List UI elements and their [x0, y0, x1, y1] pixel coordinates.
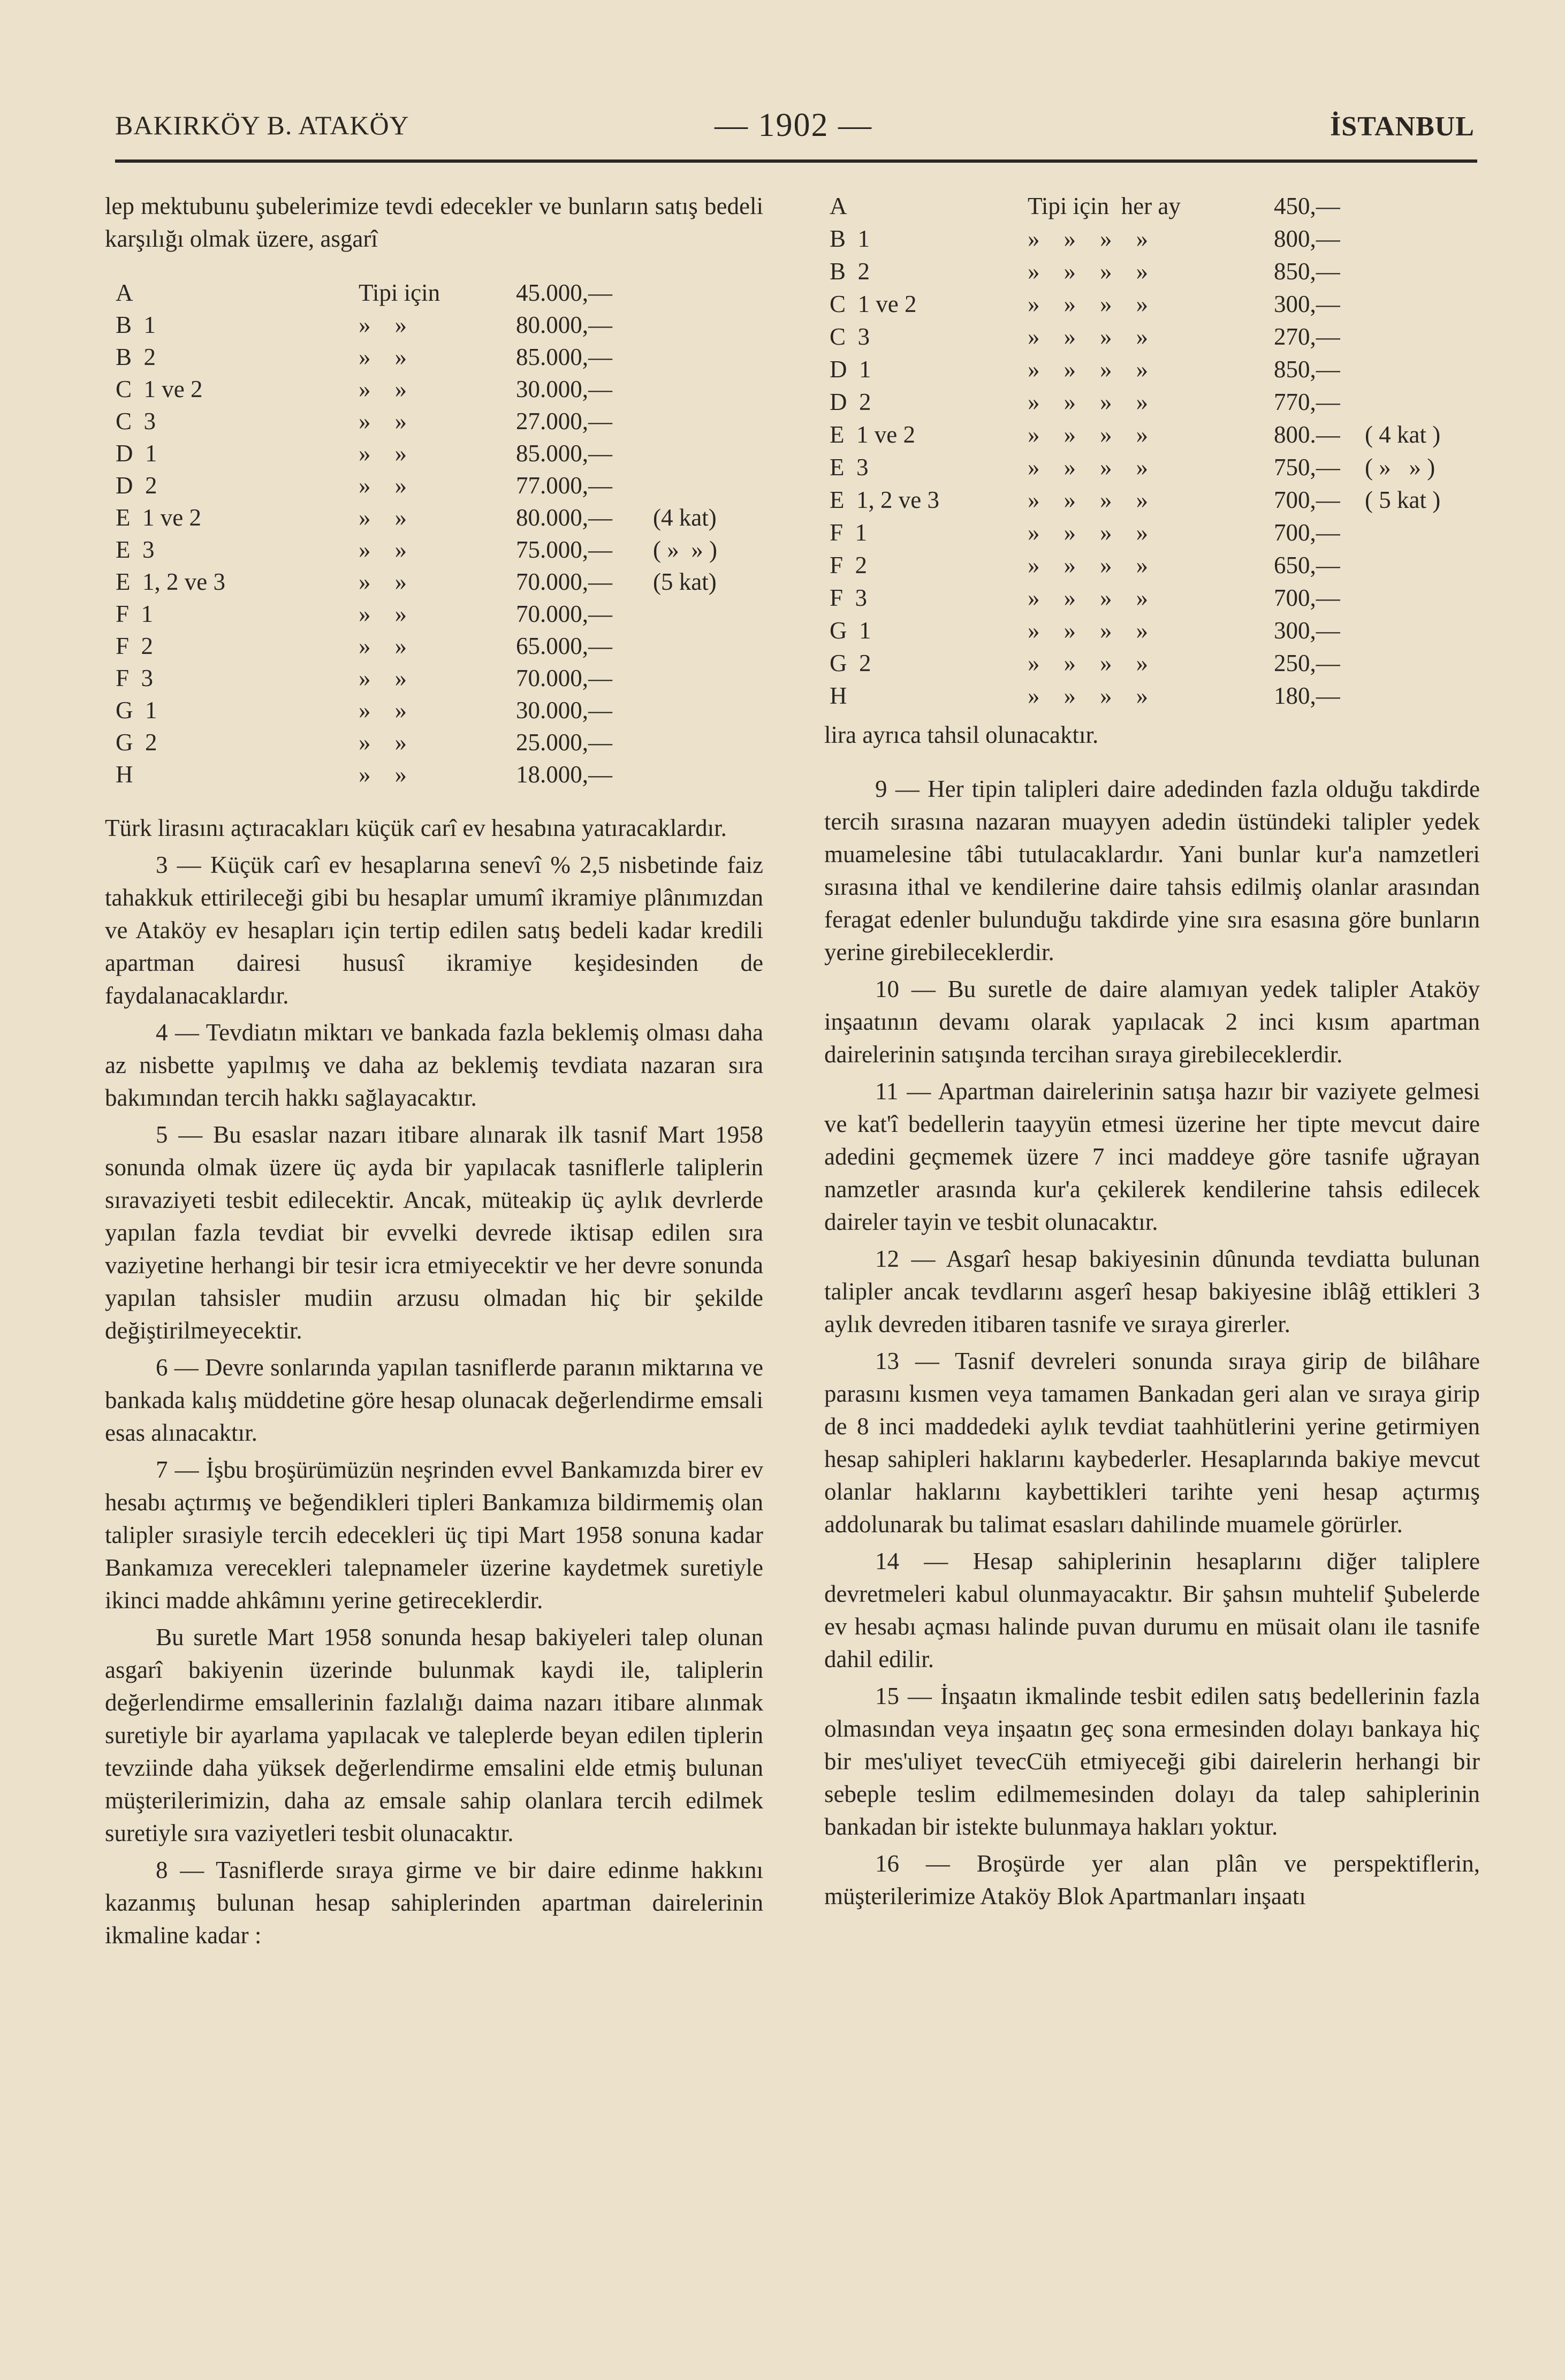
rate-row: [105, 662, 763, 694]
rate-type: B 2: [116, 344, 156, 370]
rate-label: » »: [359, 729, 407, 756]
rate-row: [105, 598, 763, 630]
article-12: 12 — Asgarî hesap bakiyesinin dûnunda tevdiatta bulunan talipler ancak tevdlarını asgerî hesap bakiyesine iblâğ ettikleri 3 aylık devreden itibaren tasnife ve sıraya girerler.: [824, 1245, 1480, 1337]
rate-value: 270,—: [1274, 323, 1340, 350]
rate-label: » » » »: [1028, 519, 1148, 546]
rate-type: C 1 ve 2: [116, 376, 203, 402]
rate-value: 850,—: [1274, 258, 1340, 285]
article-8: 8 — Tasniflerde sıraya girme ve bir daire edinme hakkını kazanmış bulunan hesap sahiplerinden apartman dairelerinin ikmaline kadar :: [105, 1857, 763, 1949]
rate-value: 300,—: [1274, 291, 1340, 317]
rate-note: ( 5 kat ): [1365, 486, 1441, 513]
rate-value: 65.000,—: [516, 633, 612, 659]
rate-label: Tipi için: [359, 279, 440, 306]
rate-value: 80.000,—: [516, 504, 612, 531]
rate-value: 450,—: [1274, 193, 1340, 219]
rate-row: [105, 277, 763, 309]
article-10: 10 — Bu suretle de daire alamıyan yedek talipler Ataköy inşaatının devamı olarak yapılacak 2 inci kısım apartman dairelerinin satışında tercihan sıraya girebileceklerdir.: [824, 976, 1480, 1068]
rate-row: [824, 549, 1480, 582]
rate-label: » »: [359, 504, 407, 531]
monthly-rate-table: [824, 190, 1480, 712]
rate-value: 250,—: [1274, 650, 1340, 676]
rate-value: 25.000,—: [516, 729, 612, 756]
rate-row: [105, 309, 763, 341]
rate-type: D 2: [116, 472, 157, 499]
page-header: [115, 107, 1475, 153]
rate-row: [824, 288, 1480, 321]
rate-row: [824, 680, 1480, 712]
rate-type: F 2: [830, 552, 868, 579]
article-15: 15 — İnşaatın ikmalinde tesbit edilen satış bedellerinin fazla olmasından veya inşaatın geç sona ermesinden dolayı bankaya hiç bir mes'uliyet tevecCüh etmiyeceği gibi dairelerin herhangi bir sebeple teslim edilmemesinden dolayı da talep sahiplerinin bankadan bir istekte bulunmaya hakları yoktur.: [824, 1683, 1480, 1840]
rate-value: 650,—: [1274, 552, 1340, 579]
header-location: BAKIRKÖY B. ATAKÖY: [115, 110, 409, 140]
rate-type: E 1, 2 ve 3: [116, 568, 225, 595]
article-16: 16 — Broşürde yer alan plân ve perspektiflerin, müşterilerimize Ataköy Blok Apartmanları inşaatı: [824, 1850, 1480, 1910]
rate-row: [105, 437, 763, 469]
rate-row: [105, 726, 763, 758]
intro-paragraph: lep mektubunu şubelerimize tevdi edecekler ve bunların satış bedeli karşılığı olmak üzere, asgarî: [105, 193, 763, 252]
rate-type: E 1 ve 2: [830, 421, 915, 448]
left-column: [105, 190, 763, 1952]
page-number: — 1902 —: [715, 107, 872, 143]
rate-type: F 3: [830, 584, 868, 611]
article-5: 5 — Bu esaslar nazarı itibare alınarak ilk tasnif Mart 1958 sonunda olmak üzere üç ayda bir yapılacak tasniflerle taliplerin sıravaziyeti tesbit edilecektir. Ancak, müteakip üç aylık devrlerde yapılan fazla tevdiat bir evvelki devrede iktisap edilen sıra vaziyetine herhangi bir tesir icra etmiyecektir ve her devre sonunda yapılan tahsisler mudiin arzusu olmadan hiç bir şekilde değiştirilmeyecektir.: [105, 1121, 763, 1344]
rate-row: [105, 566, 763, 598]
rate-value: 70.000,—: [516, 600, 612, 627]
rate-note: ( » » ): [1365, 454, 1435, 481]
rate-row: [105, 501, 763, 534]
rate-label: » » » »: [1028, 258, 1148, 285]
article-11: 11 — Apartman dairelerinin satışa hazır bir vaziyete gelmesi ve kat'î bedellerin taayyün etmesi üzerine her tipte mevcut daire adedini geçmemek üzere 7 inci maddeye göre tasnife uğrayan namzetler arasında kur'a çekilerek kendilerine tahsis edilecek daireler tayin ve tesbit olunacaktır.: [824, 1078, 1480, 1235]
rate-value: 180,—: [1274, 682, 1340, 709]
rate-note: ( 4 kat ): [1365, 421, 1441, 448]
article-13: 13 — Tasnif devreleri sonunda sıraya girip de bilâhare parasını kısmen veya tamamen Bankadan geri alan ve sıraya girip de 8 inci maddedeki aylık tevdiat taahhütlerini yerine getirmiyen hesap sahipleri haklarını kaybederler. Hesaplarında bakiye mevcut olanlar haklarını kaybettikleri tarihte yeni hesap açtırmış addolunarak bu talimat esasları dahilinde muamele görürler.: [824, 1348, 1480, 1538]
rate-label: » »: [359, 408, 407, 435]
rate-type: A: [116, 279, 133, 306]
rate-type: D 2: [830, 389, 871, 415]
rate-value: 700,—: [1274, 486, 1340, 513]
rate-type: E 3: [830, 454, 869, 481]
rate-value: 850,—: [1274, 356, 1340, 383]
rate-row: [824, 353, 1480, 386]
rate-label: » » » »: [1028, 389, 1148, 415]
rate-value: 85.000,—: [516, 440, 612, 467]
rate-label: » » » »: [1028, 682, 1148, 709]
rate-note: (5 kat): [653, 568, 717, 595]
rate-label: » » » »: [1028, 617, 1148, 644]
rate-label: » »: [359, 697, 407, 724]
article-7: 7 — İşbu broşürümüzün neşrinden evvel Bankamızda birer ev hesabı açtırmış ve beğendikleri tipleri Bankamıza bildirmemiş olan talipler sırasiyle tercih edecekleri üç tipi Mart 1958 sonuna kadar Bankamıza verecekleri talepnameler üzerine kaydetmek suretiyle ikinci madde ahkâmını yerine getireceklerdir.: [105, 1456, 763, 1614]
rate-value: 300,—: [1274, 617, 1340, 644]
rate-value: 750,—: [1274, 454, 1340, 481]
rate-row: [824, 255, 1480, 288]
article-7-continued: Bu suretle Mart 1958 sonunda hesap bakiyeleri talep olunan asgarî bakiyenin üzerinde bulunmak kaydi ile, taliplerin değerlendirme emsallerinin fazlalığı daima nazarı itibare alınmak suretiyle bir ayarlama yapılacak ve taleplerde beyan edilen tiplerin tevziinde daha yüksek değerlendirme emsalini elde etmiş bulunan müşterilerimizin, daha az emsale sahip olanlara tercih edilmek suretiyle sıra vaziyetleri tesbit olunacaktır.: [105, 1624, 763, 1846]
rate-type: F 3: [116, 665, 154, 691]
rate-value: 18.000,—: [516, 761, 612, 788]
rate-type: B 2: [830, 258, 870, 285]
rate-value: 77.000,—: [516, 472, 612, 499]
rate-row: [105, 758, 763, 790]
rate-label: » » » »: [1028, 291, 1148, 317]
rate-value: 45.000,—: [516, 279, 612, 306]
rate-label: » » » »: [1028, 356, 1148, 383]
rate-value: 70.000,—: [516, 665, 612, 691]
rate-type: F 1: [830, 519, 868, 546]
rate-label: » »: [359, 568, 407, 595]
rate-row: [824, 386, 1480, 419]
rate-label: » » » »: [1028, 454, 1148, 481]
rate-row: [824, 321, 1480, 353]
rate-label: » » » »: [1028, 584, 1148, 611]
rate-label: Tipi için her ay: [1028, 193, 1181, 219]
rate-label: » »: [359, 311, 407, 338]
rate-value: 700,—: [1274, 519, 1340, 546]
rate-label: » »: [359, 440, 407, 467]
rate-label: » »: [359, 761, 407, 788]
rate-type: B 1: [116, 311, 156, 338]
rate-value: 27.000,—: [516, 408, 612, 435]
rate-type: E 3: [116, 536, 155, 563]
rate-row: [824, 647, 1480, 680]
rate-label: » » » »: [1028, 421, 1148, 448]
rate-row: [824, 190, 1480, 223]
rate-row: [824, 516, 1480, 549]
rate-row: [824, 451, 1480, 484]
rate-row: [105, 694, 763, 726]
deposit-rate-table: [105, 277, 763, 790]
article-9: 9 — Her tipin talipleri daire adedinden fazla olduğu takdirde tercih sırasına nazaran muayyen adedin üstündeki talipler yedek muamelesine tâbi tutulacaklardır. Yani bunlar kur'a namzetleri sırasına ithal ve kendilerine daire tahsis edilmiş olanlar arasından feragat edenler bulunduğu takdirde yine sıra esasına göre bunların yerine girebileceklerdir.: [824, 775, 1480, 965]
rate-row: [105, 469, 763, 501]
rate-note: ( » » ): [653, 536, 717, 563]
rate-label: » »: [359, 344, 407, 370]
rate-type: G 2: [116, 729, 157, 756]
after-rates-paragraph: Türk lirasını açtıracakları küçük carî ev hesabına yatıracaklardır.: [105, 815, 727, 841]
rate-row: [824, 419, 1480, 451]
rate-type: H: [116, 761, 133, 788]
rate-type: D 1: [116, 440, 157, 467]
rate-type: B 1: [830, 225, 870, 252]
rate-value: 800.—: [1274, 421, 1340, 448]
rate-type: E 1 ve 2: [116, 504, 201, 531]
rate-type: C 1 ve 2: [830, 291, 917, 317]
rate-type: G 1: [116, 697, 157, 724]
rate-label: » »: [359, 376, 407, 402]
rate-label: » »: [359, 472, 407, 499]
rate-row: [105, 373, 763, 405]
rate-value: 800,—: [1274, 225, 1340, 252]
rate-label: » »: [359, 536, 407, 563]
rate-value: 70.000,—: [516, 568, 612, 595]
rate-type: A: [830, 193, 847, 219]
rate-value: 700,—: [1274, 584, 1340, 611]
after-monthly-rates: lira ayrıca tahsil olunacaktır.: [824, 721, 1099, 748]
rate-value: 85.000,—: [516, 344, 612, 370]
rate-type: D 1: [830, 356, 871, 383]
rate-value: 30.000,—: [516, 697, 612, 724]
rate-note: (4 kat): [653, 504, 717, 531]
rate-value: 80.000,—: [516, 311, 612, 338]
rate-type: H: [830, 682, 847, 709]
article-4: 4 — Tevdiatın miktarı ve bankada fazla beklemiş olması daha az nisbette yapılmış ve daha az beklemiş tevdiata nazaran sıra bakımından tercih hakkı sağlayacaktır.: [105, 1019, 763, 1111]
rate-label: » » » »: [1028, 486, 1148, 513]
article-6: 6 — Devre sonlarında yapılan tasniflerde paranın miktarına ve bankada kalış müddetine göre hesap olunacak değerlendirme emsali esas alınacaktır.: [105, 1354, 763, 1446]
rate-type: G 1: [830, 617, 871, 644]
header-rule: [115, 159, 1477, 163]
rate-type: C 3: [116, 408, 156, 435]
rate-label: » »: [359, 665, 407, 691]
rate-type: C 3: [830, 323, 870, 350]
rate-row: [824, 223, 1480, 255]
rate-row: [824, 582, 1480, 614]
right-column: [824, 190, 1480, 1913]
rate-type: E 1, 2 ve 3: [830, 486, 939, 513]
rate-row: [824, 614, 1480, 647]
rate-row: [105, 534, 763, 566]
rate-row: [105, 405, 763, 437]
rate-type: F 2: [116, 633, 154, 659]
header-city: İSTANBUL: [1330, 111, 1475, 142]
rate-label: » » » »: [1028, 552, 1148, 579]
rate-value: 30.000,—: [516, 376, 612, 402]
rate-label: » » » »: [1028, 225, 1148, 252]
article-3: 3 — Küçük carî ev hesaplarına senevî % 2,5 nisbetinde faiz tahakkuk ettirileceği gibi bu hesaplar umumî ikramiye plânımızdan ve Ataköy ev hesapları için tertip edilen satış bedeli kadar kredili apartman dairesi hususî ikramiye keşidesinden de faydalanacaklardır.: [105, 851, 763, 1009]
rate-value: 75.000,—: [516, 536, 612, 563]
rate-type: F 1: [116, 600, 154, 627]
rate-label: » » » »: [1028, 650, 1148, 676]
rate-row: [105, 630, 763, 662]
rate-type: G 2: [830, 650, 871, 676]
rate-row: [105, 341, 763, 373]
rate-value: 770,—: [1274, 389, 1340, 415]
article-14: 14 — Hesap sahiplerinin hesaplarını diğer taliplere devretmeleri kabul olunmayacaktır. Bir şahsın muhtelif Şubelerde ev hesabı açması halinde puvan durumu en müsait olanı ile tasnife dahil edilir.: [824, 1548, 1480, 1672]
rate-label: » » » »: [1028, 323, 1148, 350]
rate-label: » »: [359, 600, 407, 627]
rate-row: [824, 484, 1480, 516]
rate-label: » »: [359, 633, 407, 659]
